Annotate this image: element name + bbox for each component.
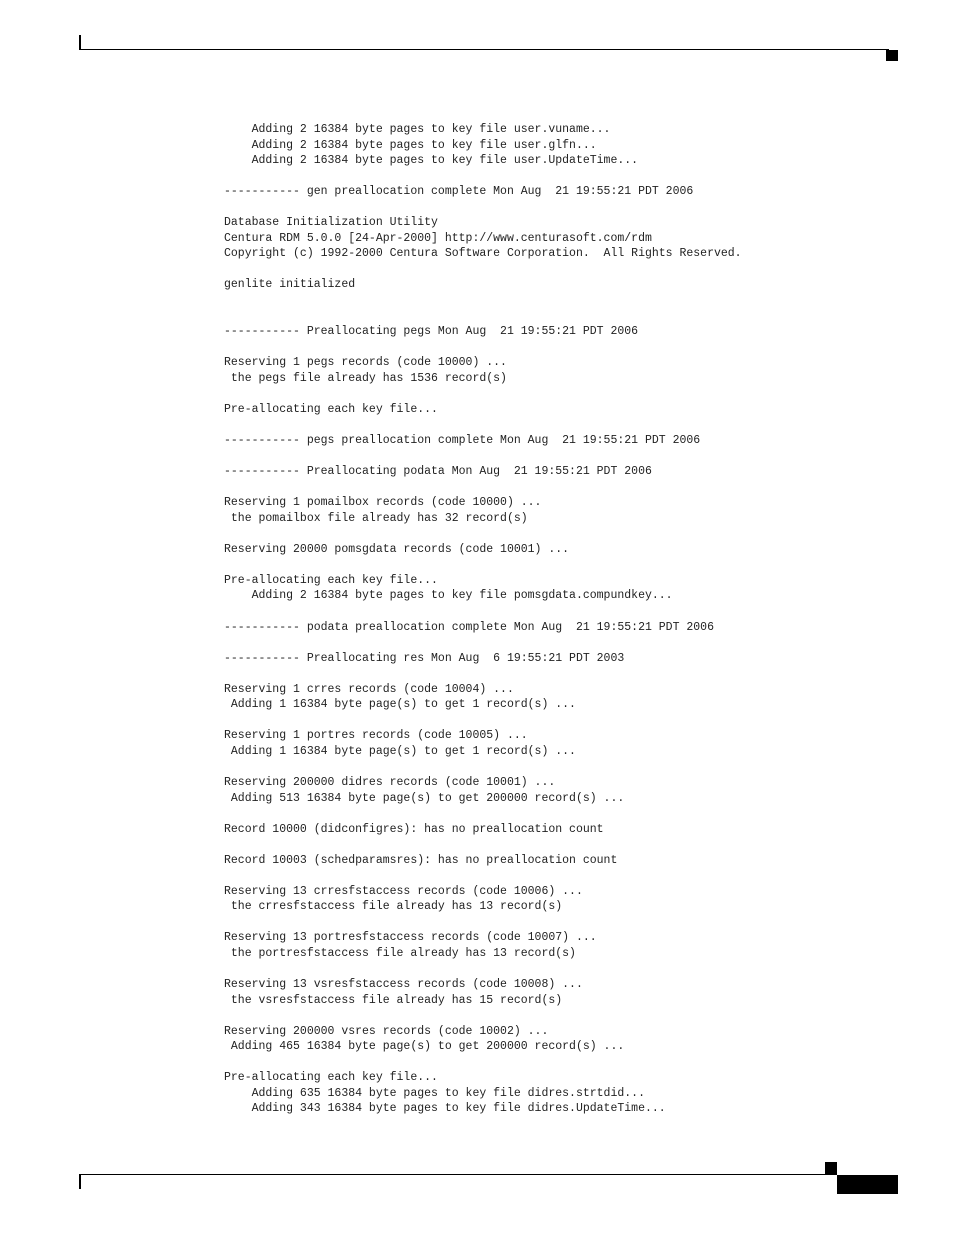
log-line: Adding 2 16384 byte pages to key file user.glfn... — [224, 138, 597, 152]
log-line: Adding 1 16384 byte page(s) to get 1 record(s) ... — [224, 744, 576, 758]
log-blank-line — [224, 837, 742, 853]
log-line: Reserving 1 crres records (code 10004) ... — [224, 682, 514, 696]
log-line: Pre-allocating each key file... — [224, 402, 438, 416]
log-line: ----------- Preallocating res Mon Aug 6 19:55:21 PDT 2003 — [224, 651, 625, 665]
log-blank-line — [224, 868, 742, 884]
log-line: Database Initialization Utility — [224, 216, 438, 230]
log-line: Adding 2 16384 byte pages to key file user.vuname... — [224, 123, 611, 136]
log-line: Reserving 200000 didres records (code 10001) ... — [224, 775, 556, 789]
footer-left-tick — [79, 1174, 81, 1189]
log-line: the pomailbox file already has 32 record(s) — [224, 511, 528, 525]
log-blank-line — [224, 386, 742, 402]
log-line: the portresfstaccess file already has 13 record(s) — [224, 946, 576, 960]
log-line: genlite initialized — [224, 278, 356, 292]
header-left-tick — [79, 35, 81, 50]
log-blank-line — [224, 635, 742, 651]
log-blank-line — [224, 340, 742, 356]
log-blank-line — [224, 1008, 742, 1024]
log-blank-line — [224, 417, 742, 433]
log-line: Adding 635 16384 byte pages to key file didres.strtdid... — [224, 1086, 645, 1100]
log-line: Adding 513 16384 byte page(s) to get 200000 record(s) ... — [224, 791, 625, 805]
log-line: ----------- Preallocating podata Mon Aug 21 19:55:21 PDT 2006 — [224, 465, 652, 479]
log-blank-line — [224, 309, 742, 325]
log-blank-line — [224, 1055, 742, 1071]
log-line: Reserving 1 pegs records (code 10000) ... — [224, 356, 507, 370]
log-line: Reserving 1 pomailbox records (code 10000) ... — [224, 496, 542, 510]
log-line: ----------- gen preallocation complete Mon Aug 21 19:55:21 PDT 2006 — [224, 185, 694, 199]
log-blank-line — [224, 666, 742, 682]
log-line: the pegs file already has 1536 record(s) — [224, 371, 507, 385]
log-blank-line — [224, 526, 742, 542]
header-rule — [79, 49, 889, 50]
log-blank-line — [224, 713, 742, 729]
log-blank-line — [224, 262, 742, 278]
log-line: Record 10003 (schedparamsres): has no preallocation count — [224, 853, 618, 867]
footer-marker — [825, 1162, 837, 1174]
log-blank-line — [224, 557, 742, 573]
log-line: Reserving 13 vsresfstaccess records (code 10008) ... — [224, 978, 583, 992]
log-line: Reserving 20000 pomsgdata records (code 10001) ... — [224, 542, 570, 556]
log-line: the crresfstaccess file already has 13 record(s) — [224, 900, 563, 914]
log-blank-line — [224, 448, 742, 464]
log-line: Record 10000 (didconfigres): has no preallocation count — [224, 822, 604, 836]
log-line: Reserving 13 crresfstaccess records (code 10006) ... — [224, 884, 583, 898]
log-line: Adding 1 16384 byte page(s) to get 1 record(s) ... — [224, 698, 576, 712]
log-listing — [224, 122, 742, 1117]
log-blank-line — [224, 806, 742, 822]
log-blank-line — [224, 604, 742, 620]
header-marker — [886, 50, 898, 61]
log-line: Adding 2 16384 byte pages to key file user.UpdateTime... — [224, 154, 639, 168]
log-line: Reserving 200000 vsres records (code 10002) ... — [224, 1024, 549, 1038]
log-blank-line — [224, 200, 742, 216]
log-line: Copyright (c) 1992-2000 Centura Software Corporation. All Rights Reserved. — [224, 247, 742, 261]
log-line: Adding 2 16384 byte pages to key file pomsgdata.compundkey... — [224, 589, 673, 603]
log-line: ----------- podata preallocation complete Mon Aug 21 19:55:21 PDT 2006 — [224, 620, 714, 634]
log-line: ----------- Preallocating pegs Mon Aug 21 19:55:21 PDT 2006 — [224, 325, 639, 339]
log-blank-line — [224, 480, 742, 496]
log-line: Adding 343 16384 byte pages to key file didres.UpdateTime... — [224, 1102, 666, 1116]
log-line: Adding 465 16384 byte page(s) to get 200000 record(s) ... — [224, 1040, 625, 1054]
log-blank-line — [224, 293, 742, 309]
log-line: Pre-allocating each key file... — [224, 1071, 438, 1085]
log-blank-line — [224, 962, 742, 978]
log-blank-line — [224, 915, 742, 931]
log-blank-line — [224, 169, 742, 185]
log-line: ----------- pegs preallocation complete Mon Aug 21 19:55:21 PDT 2006 — [224, 433, 701, 447]
log-line: Pre-allocating each key file... — [224, 573, 438, 587]
log-blank-line — [224, 759, 742, 775]
log-line: Reserving 1 portres records (code 10005) ... — [224, 729, 528, 743]
log-line: Centura RDM 5.0.0 [24-Apr-2000] http://www.centurasoft.com/rdm — [224, 231, 652, 245]
footer-rule — [79, 1174, 837, 1175]
footer-page-block — [837, 1175, 898, 1194]
log-line: Reserving 13 portresfstaccess records (code 10007) ... — [224, 931, 597, 945]
log-line: the vsresfstaccess file already has 15 record(s) — [224, 993, 563, 1007]
